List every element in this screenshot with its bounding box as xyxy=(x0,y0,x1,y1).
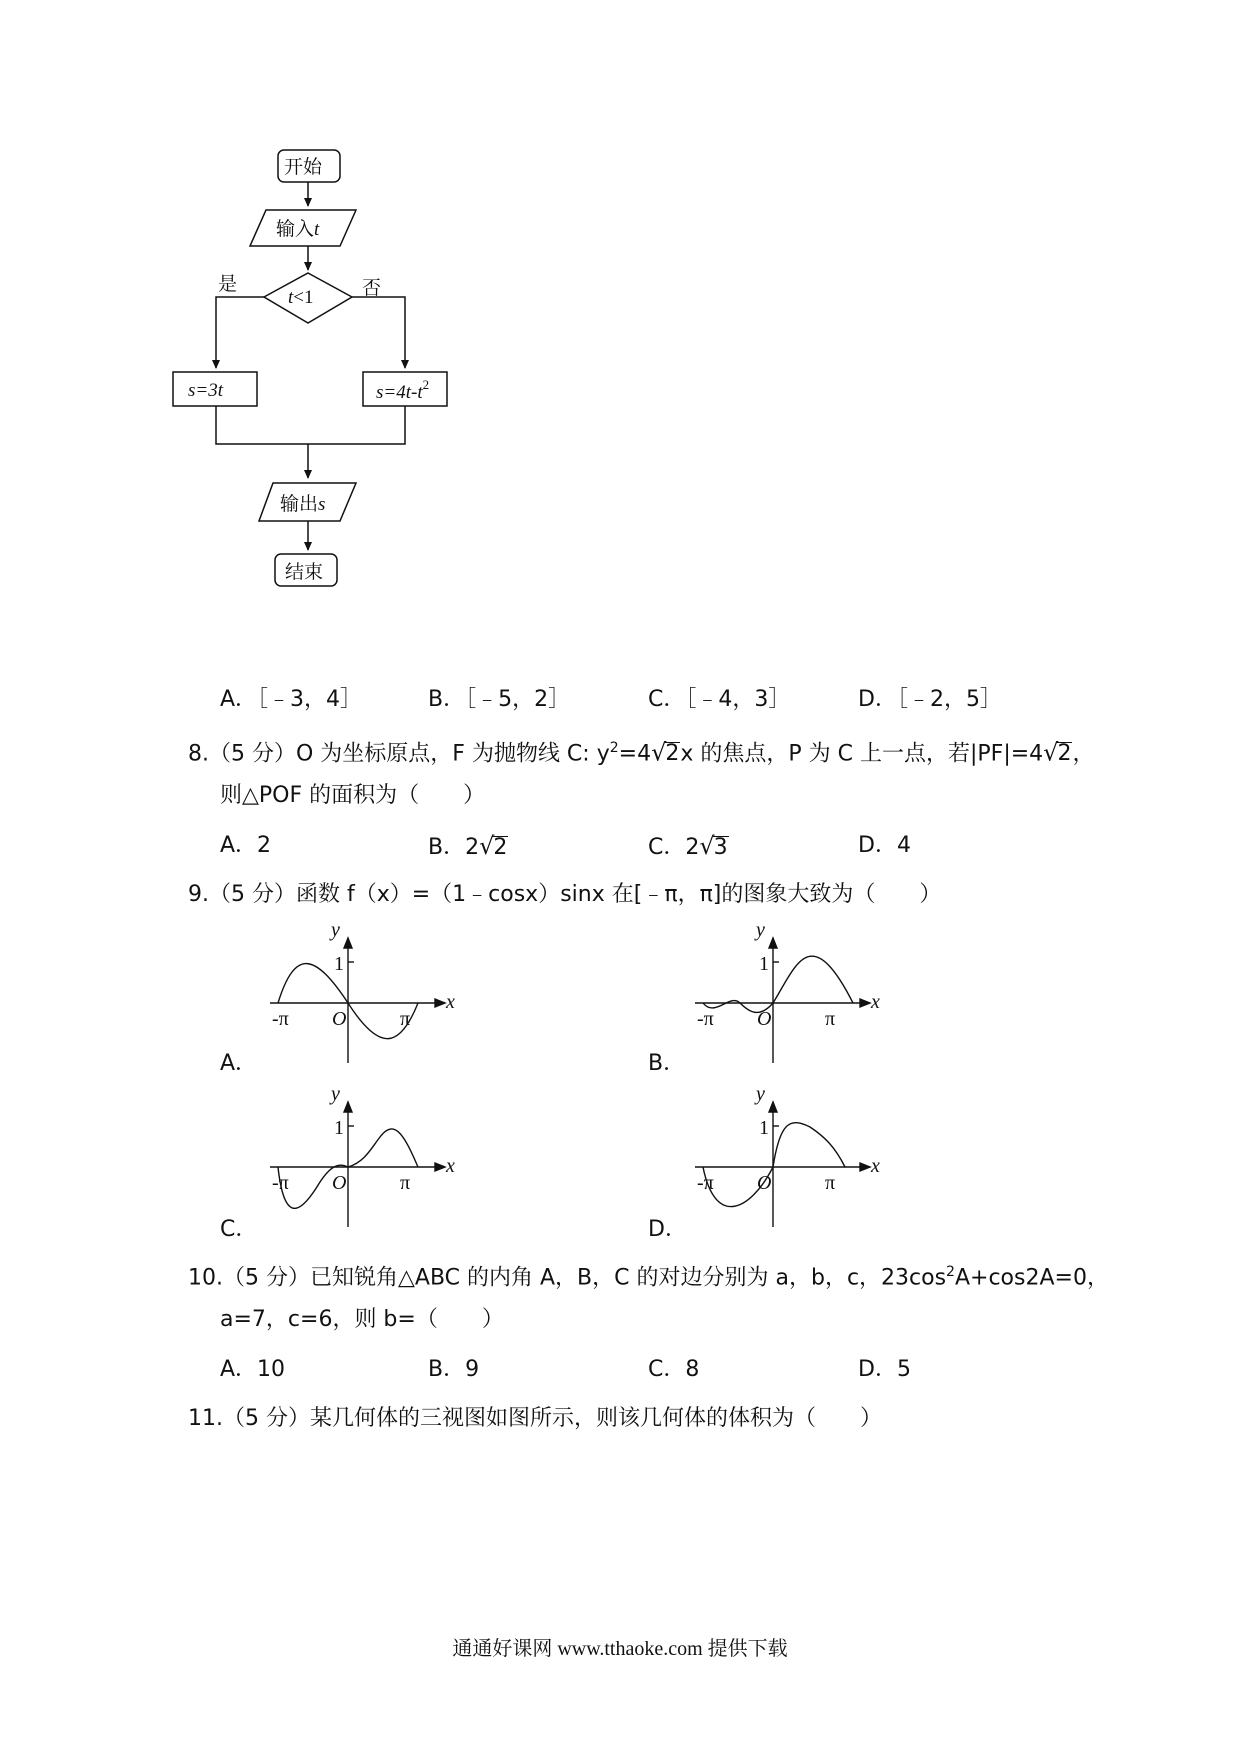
y-axis-label: y xyxy=(331,1083,340,1105)
neg-pi-label: -π xyxy=(697,1172,714,1194)
q8-option-c-radicand: 3 xyxy=(713,835,728,860)
flowchart xyxy=(160,140,480,670)
question-9: 9.（5 分）函数 f（x）=（1﹣cosx）sinx 在[﹣π，π]的图象大致为（ ） xyxy=(188,882,942,907)
q8-option-b-text: B．2 xyxy=(428,835,480,860)
q8-option-b-radicand: 2 xyxy=(493,835,508,860)
q8-option-a: A．2 xyxy=(220,833,272,858)
tick-one: 1 xyxy=(759,953,769,975)
origin-label: O xyxy=(757,1172,772,1194)
sqrt-symbol: √ xyxy=(651,738,667,767)
curve-b xyxy=(703,956,853,1012)
curve-d xyxy=(703,1123,845,1207)
sqrt-symbol: √ xyxy=(1043,738,1059,767)
x-axis-label: x xyxy=(871,991,880,1013)
question-8 xyxy=(188,733,1094,769)
q8-text-4: ， xyxy=(1072,741,1095,767)
q9-label-d: D． xyxy=(648,1217,687,1242)
tick-one: 1 xyxy=(334,1117,344,1139)
y-axis-label: y xyxy=(756,919,765,941)
graph-b xyxy=(685,918,885,1068)
origin-label: O xyxy=(332,1008,347,1030)
origin-label: O xyxy=(757,1008,772,1030)
origin-label: O xyxy=(332,1172,347,1194)
svg-text:输入t xyxy=(276,218,320,240)
graph-a xyxy=(260,918,460,1068)
pi-label: π xyxy=(400,1172,411,1194)
q9-label-a: A． xyxy=(220,1051,258,1076)
x-axis-label: x xyxy=(871,1155,880,1177)
q10-option-b: B．9 xyxy=(428,1357,480,1382)
q10-option-d: D．5 xyxy=(858,1357,911,1382)
output-var: s xyxy=(318,494,326,515)
condition-var: t xyxy=(288,287,294,308)
q8-option-c xyxy=(648,831,729,863)
svg-text:s=4t-t2 xyxy=(376,377,429,403)
neg-pi-label: -π xyxy=(272,1172,289,1194)
pi-label: π xyxy=(825,1008,836,1030)
left-assign-label: s=3t xyxy=(188,380,223,401)
q8-sup: 2 xyxy=(609,740,619,756)
svg-text:t<1 xyxy=(288,287,314,308)
right-assign-label: s=4t-t xyxy=(376,382,423,403)
output-label: 输出 xyxy=(280,493,319,515)
input-label: 输入 xyxy=(276,218,315,240)
graph-d xyxy=(685,1082,885,1232)
neg-pi-label: -π xyxy=(272,1008,289,1030)
q9-label-c: C． xyxy=(220,1217,258,1242)
x-axis-label: x xyxy=(446,1155,455,1177)
q7-option-d: D．［﹣2，5］ xyxy=(858,687,1002,712)
q7-option-a: A．［﹣3，4］ xyxy=(220,687,363,712)
input-var: t xyxy=(314,219,320,240)
question-11: 11.（5 分）某几何体的三视图如图所示，则该几何体的体积为（ ） xyxy=(188,1406,882,1431)
q7-option-b: B．［﹣5，2］ xyxy=(428,687,571,712)
q8-radicand-1: 2 xyxy=(665,741,680,767)
q10-option-a: A．10 xyxy=(220,1357,286,1382)
svg-text:输出s xyxy=(280,493,325,515)
question-10 xyxy=(188,1257,1109,1293)
tick-one: 1 xyxy=(334,953,344,975)
start-label: 开始 xyxy=(284,156,323,178)
graph-c xyxy=(260,1082,460,1232)
q9-label-b: B． xyxy=(648,1051,686,1076)
q8-option-c-text: C．2 xyxy=(648,835,700,860)
q10-sup: 2 xyxy=(946,1264,955,1280)
yes-label: 是 xyxy=(218,273,238,295)
q10-text-1: 10.（5 分）已知锐角△ABC 的内角 A，B，C 的对边分别为 a，b，c，23cos xyxy=(188,1265,947,1291)
q7-option-c: C．［﹣4，3］ xyxy=(648,687,791,712)
tick-one: 1 xyxy=(759,1117,769,1139)
y-axis-label: y xyxy=(756,1083,765,1105)
neg-pi-label: -π xyxy=(697,1008,714,1030)
pi-label: π xyxy=(400,1008,411,1030)
q8-text-3: x 的焦点，P 为 C 上一点，若|PF|=4 xyxy=(680,741,1044,767)
pi-label: π xyxy=(825,1172,836,1194)
q8-option-d: D．4 xyxy=(858,833,911,858)
end-label: 结束 xyxy=(285,561,324,583)
q8-line-2: 则△POF 的面积为（ ） xyxy=(220,783,486,808)
sqrt-symbol: √ xyxy=(479,832,495,860)
q10-text-2: A+cos2A=0， xyxy=(954,1265,1109,1291)
page-footer: 通通好课网 www.tthaoke.com 提供下载 xyxy=(452,1638,788,1660)
sqrt-symbol: √ xyxy=(699,832,715,860)
condition-label: <1 xyxy=(293,287,314,308)
q8-option-b xyxy=(428,831,508,863)
q8-radicand-2: 2 xyxy=(1057,741,1072,767)
q8-text-1: 8.（5 分）O 为坐标原点，F 为抛物线 C: y xyxy=(188,741,610,767)
q8-text-2: =4 xyxy=(618,741,652,767)
x-axis-label: x xyxy=(446,991,455,1013)
no-label: 否 xyxy=(362,277,382,299)
q10-line-2: a=7，c=6，则 b=（ ） xyxy=(220,1307,504,1332)
y-axis-label: y xyxy=(331,919,340,941)
right-assign-sup: 2 xyxy=(422,377,430,392)
q10-option-c: C．8 xyxy=(648,1357,700,1382)
